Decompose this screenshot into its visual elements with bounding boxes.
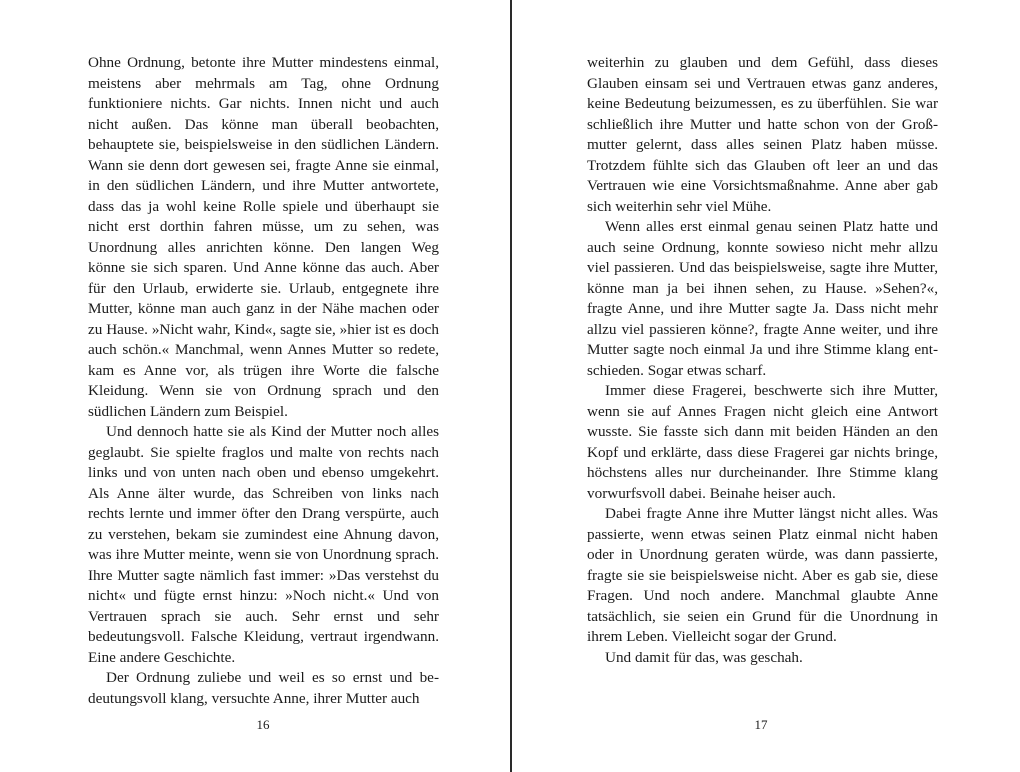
paragraph: weiterhin zu glauben und dem Gefühl, dass dieses Glauben einsam sei und Vertrauen etwas ganz anderes, keine Bedeutung beizumessen, es zu überfühlen. Sie war schließlich ihre Mutter und hatte schon von der Großmutter gelernt, dass alles seinen Platz haben müsse. Trotzdem fühlte sich das Glauben oft leer an und das Vertrauen wie eine Vorsichtsmaßnahme. Anne aber gab sich weiterhin sehr viel Mühe. — [587, 54, 938, 215]
paragraph: Immer diese Fragerei, beschwerte sich ihre Mutter, wenn sie auf Annes Fragen nicht gleich eine Antwort wusste. Sie fasste sich dann mit beiden Händen an den Kopf und erklärte, dass diese Fragerei gar nichts bringe, höchstens alles nur durcheinander. Ihre Stimme klang vorwurfsvoll dabei. Beinahe heiser auch. — [587, 382, 938, 502]
left-page — [88, 53, 439, 709]
page-number-left: 16 — [256, 717, 270, 732]
paragraph: Und damit für das, was geschah. — [605, 648, 803, 666]
paragraph: Der Ordnung zuliebe und weil es so ernst und bedeutungsvoll klang, versuchte Anne, ihrer Mutter auch — [88, 669, 439, 707]
paragraph: Ohne Ordnung, betonte ihre Mutter mindestens einmal, meistens aber mehrmals am Tag, ohne Ordnung funktioniere nichts. Gar nichts. Innen nicht und auch nicht außen. Das könne man überall beobachten, behauptete sie, beispielsweise in den südlichen Ländern. Wann sie denn dort gewesen sei, fragte Anne sie einmal, in den südlichen Ländern, und ihre Mutter antwortete, dass das ja wohl keine Rolle spiele und überhaupt sie nicht erst dorthin fahren müsse, um zu sehen, was Unordnung alles anrichten könne. Den langen Weg könne sie sich sparen. Und Anne könne das auch. Aber für den Urlaub, erwiderte sie. Urlaub, entgegnete ihre Mutter, könne man auch ganz in der Nähe machen oder zu Hause. »Nicht wahr, Kind«, sagte sie, »hier ist es doch auch schön.« Manchmal, wenn Annes Mutter so redete, kam es Anne vor, als trügen ihre Worte die falsche Kleidung. Wenn sie von Ordnung sprach und den südlichen Ländern zum Beispiel. — [88, 54, 439, 420]
page-gutter-divider — [510, 0, 512, 772]
paragraph: Dabei fragte Anne ihre Mutter längst nicht alles. Was passierte, wenn etwas seinen Platz einmal nicht haben oder in Unordnung geraten würde, was dann passierte, fragte sie sie beispielsweise nicht. Aber es gab sie, diese Fragen. Und noch andere. Manchmal glaubte Anne tatsächlich, sie seien ein Grund für die Unordnung in ihrem Leben. Vielleicht sogar der Grund. — [587, 505, 938, 645]
paragraph: Wenn alles erst einmal genau seinen Platz hatte und auch seine Ordnung, konnte sowieso nicht mehr allzu viel passieren. Und das beispielsweise, sagte ihre Mutter, könne man ja bei ihnen sehen, zu Hause. »Sehen?«, fragte Anne, und ihre Mutter sagte Ja. Dass nicht mehr allzu viel passieren könne?, fragte Anne weiter, und ihre Mutter sagte noch einmal Ja und ihre Stimme klang entschieden. Sogar etwas scharf. — [587, 218, 938, 379]
paragraph: Und dennoch hatte sie als Kind der Mutter noch alles geglaubt. Sie spielte fraglos und malte von rechts nach links und von unten nach oben und ebenso umgekehrt. Als Anne älter wurde, das Schreiben von links nach rechts lernte und immer öfter den Drang verspürte, auch zu verstehen, bekam sie zumindest eine Ahnung davon, was ihre Mutter meinte, wenn sie von Unordnung sprach. Ihre Mutter sagte nämlich fast immer: »Das verstehst du nicht« und fügte ernst hinzu: »Noch nicht.« Und von Vertrauen sprach sie auch. Sehr ernst und sehr bedeutungsvoll. Falsche Kleidung, vertraut irgendwann. Eine andere Geschichte. — [88, 423, 439, 666]
right-page — [587, 53, 938, 668]
page-number-right: 17 — [754, 717, 768, 732]
